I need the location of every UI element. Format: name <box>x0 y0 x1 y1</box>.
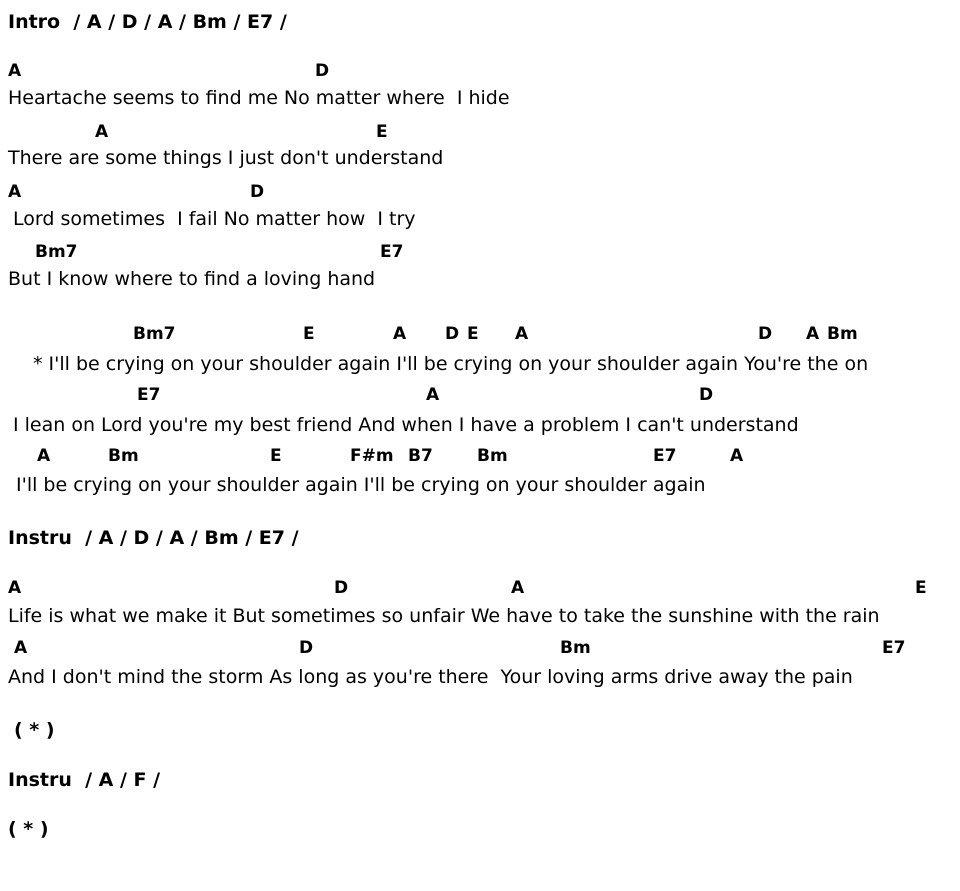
chord-a: A <box>8 61 22 81</box>
chord-line <box>0 387 960 409</box>
chord-line <box>0 184 960 206</box>
chord-d: D <box>334 578 349 598</box>
chord-a: A <box>14 638 28 658</box>
chord-bm: Bm <box>108 446 139 466</box>
chord-b7: B7 <box>408 446 433 466</box>
chord-bm: Bm <box>827 324 858 344</box>
chord-line <box>0 448 960 470</box>
chord-e7: E7 <box>653 446 677 466</box>
chord-d: D <box>758 324 773 344</box>
chord-bm7: Bm7 <box>35 242 78 262</box>
chord-e: E <box>915 578 927 598</box>
lyric-line: I'll be crying on your shoulder again I'll be crying on your shoulder again <box>16 474 706 496</box>
chord-a: A <box>95 122 109 142</box>
chord-a: A <box>37 446 51 466</box>
lyric-line: But I know where to find a loving hand <box>8 268 376 290</box>
lyric-line: There are some things I just don't understand <box>8 147 444 169</box>
chord-d: D <box>699 385 714 405</box>
chord-e: E <box>467 324 479 344</box>
chord-line <box>0 640 960 662</box>
chord-d: D <box>250 182 265 202</box>
repeat-marker: ( * ) <box>8 818 49 840</box>
chord-line <box>0 580 960 602</box>
lyric-line: Life is what we make it But sometimes so unfair We have to take the sunshine with the rain <box>8 605 880 627</box>
chord-d: D <box>315 61 330 81</box>
chord-a: A <box>426 385 440 405</box>
chord-e: E <box>270 446 282 466</box>
lyric-line: * I'll be crying on your shoulder again I'll be crying on your shoulder again You're the on <box>33 353 869 375</box>
lyric-line: Heartache seems to find me No matter where I hide <box>8 87 510 109</box>
chord-a: A <box>806 324 820 344</box>
chord-bm: Bm <box>560 638 591 658</box>
chord-a: A <box>8 182 22 202</box>
section-header: Instru / A / F / <box>8 769 161 791</box>
chord-line <box>0 326 960 348</box>
section-header: Intro / A / D / A / Bm / E7 / <box>8 11 287 33</box>
chord-d: D <box>445 324 460 344</box>
chord-e: E <box>376 122 388 142</box>
chord-a: A <box>730 446 744 466</box>
chord-a: A <box>511 578 525 598</box>
chord-e7: E7 <box>380 242 404 262</box>
chord-a: A <box>515 324 529 344</box>
chord-bm: Bm <box>477 446 508 466</box>
chord-line <box>0 244 960 266</box>
chord-d: D <box>299 638 314 658</box>
lyric-line: And I don't mind the storm As long as you're there Your loving arms drive away the pain <box>8 666 853 688</box>
chord-e7: E7 <box>137 385 161 405</box>
lyric-line: I lean on Lord you're my best friend And when I have a problem I can't understand <box>13 414 799 436</box>
chord-line <box>0 63 960 85</box>
chord-a: A <box>393 324 407 344</box>
lyric-line: Lord sometimes I fail No matter how I try <box>13 208 416 230</box>
repeat-marker: ( * ) <box>14 719 55 741</box>
chord-bm7: Bm7 <box>133 324 176 344</box>
chord-e: E <box>303 324 315 344</box>
chord-a: A <box>8 578 22 598</box>
section-header: Instru / A / D / A / Bm / E7 / <box>8 527 299 549</box>
chord-line <box>0 124 960 146</box>
chord-e7: E7 <box>882 638 906 658</box>
chord-fsharpm: F#m <box>350 446 394 466</box>
